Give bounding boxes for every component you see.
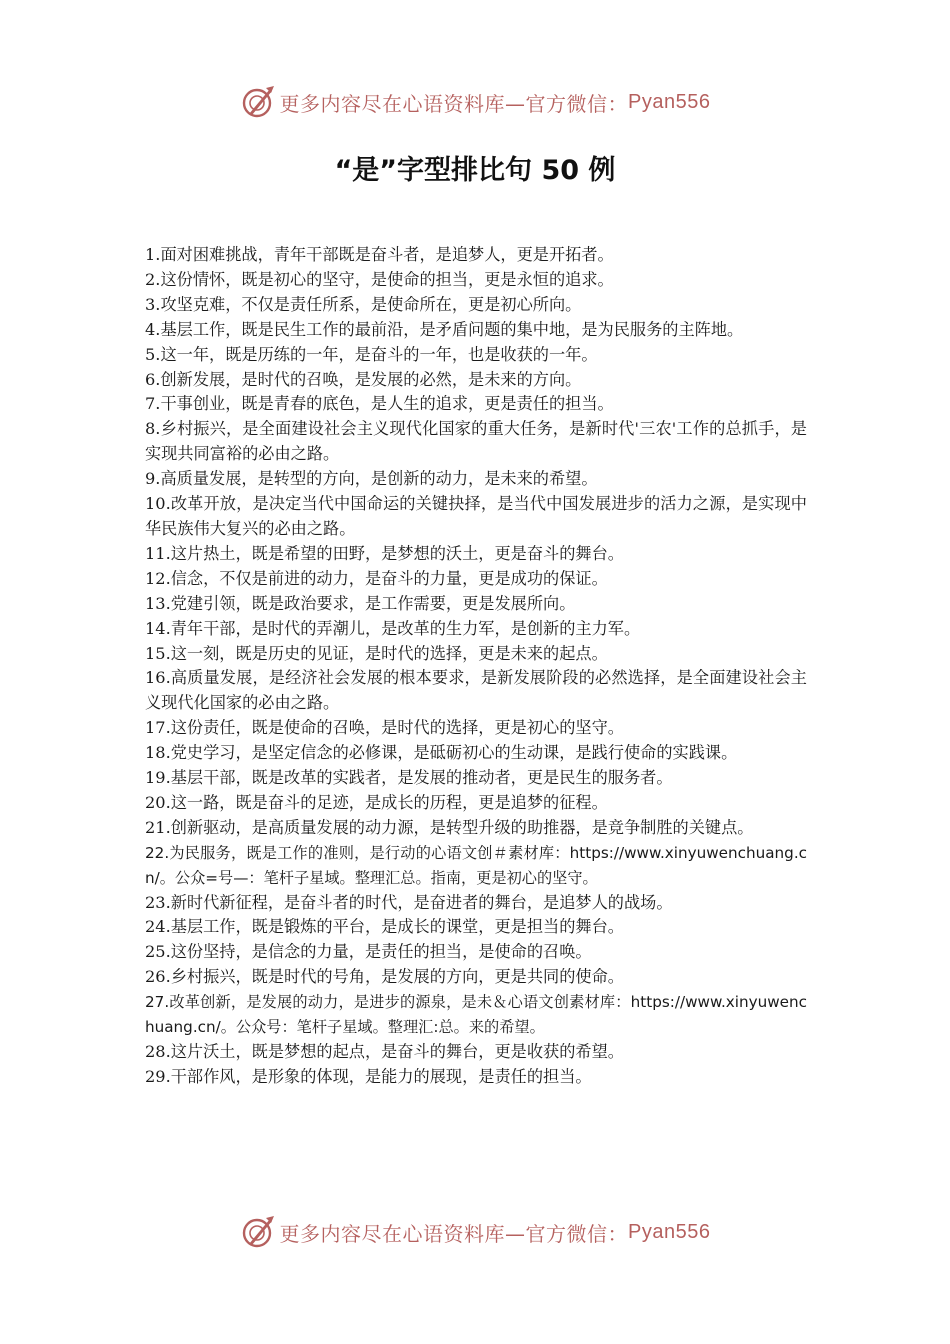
header-banner — [0, 82, 950, 122]
list-item: 26.乡村振兴，既是时代的号角，是发展的方向，更是共同的使命。 — [145, 967, 624, 987]
list-item: 5.这一年，既是历练的一年，是奋斗的一年，也是收获的一年。 — [145, 344, 598, 364]
list-item: 18.党史学习，是坚定信念的必修课，是砥砺初心的生动课，是践行使命的实践课。 — [145, 743, 738, 763]
list-item: 6.创新发展，是时代的召唤，是发展的必然，是未来的方向。 — [145, 369, 582, 389]
list-item: 24.基层工作，既是锻炼的平台，是成长的课堂，更是担当的舞台。 — [145, 917, 624, 937]
list-item: 22.为民服务，既是工作的准则，是行动的心语文创＃素材库：https://www.xinyuwenchuang.cn/。公众=号—：笔杆子星域。整理汇总。指南，更是初心的坚守。 — [145, 843, 807, 887]
list-item: 23.新时代新征程，是奋斗者的时代，是奋进者的舞台，是追梦人的战场。 — [145, 892, 673, 912]
list-item: 10.改革开放，是决定当代中国命运的关键抉择，是当代中国发展进步的活力之源，是实现中华民族伟大复兴的必由之路。 — [145, 494, 807, 538]
quill-logo-icon — [240, 1214, 276, 1250]
list-item: 12.信念，不仅是前进的动力，是奋斗的力量，更是成功的保证。 — [145, 568, 608, 588]
banner-text: 更多内容尽在心语资料库—官方微信： — [279, 91, 629, 116]
list-item: 29.干部作风，是形象的体现，是能力的展现，是责任的担当。 — [145, 1066, 592, 1086]
list-item: 15.这一刻，既是历史的见证，是时代的选择，更是未来的起点。 — [145, 643, 608, 663]
list-item: 28.这片沃土，既是梦想的起点，是奋斗的舞台，更是收获的希望。 — [145, 1042, 624, 1061]
list-item: 14.青年干部，是时代的弄潮儿，是改革的生力军，是创新的主力军。 — [145, 618, 641, 638]
list-item: 27.改革创新，是发展的动力，是进步的源泉，是未＆心语文创素材库：https://www.xinyuwenchuang.cn/。公众号：笔杆子星域。整理汇:总。来的希望。 — [145, 993, 807, 1037]
footer-banner — [0, 1212, 950, 1252]
list-item: 19.基层干部，既是改革的实践者，是发展的推动者，更是民生的服务者。 — [145, 768, 673, 788]
list-item: 25.这份坚持，是信念的力量，是责任的担当，是使命的召唤。 — [145, 942, 592, 962]
banner-text: 更多内容尽在心语资料库—官方微信： — [279, 1221, 629, 1246]
page-title: “是”字型排比句 50 例 — [334, 155, 616, 186]
banner-wechat-id: Pyan556 — [628, 1220, 711, 1243]
list-item: 2.这份情怀，既是初心的坚守，是使命的担当，更是永恒的追求。 — [145, 269, 614, 289]
document-body — [145, 243, 807, 1090]
list-item: 9.高质量发展，是转型的方向，是创新的动力，是未来的希望。 — [145, 469, 598, 489]
list-item: 8.乡村振兴，是全面建设社会主义现代化国家的重大任务，是新时代'三农'工作的总抓手，是实现共同富裕的必由之路。 — [145, 419, 807, 464]
list-item: 7.干事创业，既是青春的底色，是人生的追求，更是责任的担当。 — [145, 394, 614, 414]
list-item: 3.攻坚克难，不仅是责任所系，是使命所在，更是初心所向。 — [145, 294, 582, 314]
list-item: 4.基层工作，既是民生工作的最前沿，是矛盾问题的集中地，是为民服务的主阵地。 — [145, 319, 744, 339]
banner-wechat-id: Pyan556 — [628, 90, 711, 113]
list-item: 11.这片热土，既是希望的田野，是梦想的沃土，更是奋斗的舞台。 — [145, 543, 624, 563]
list-item: 1.面对困难挑战，青年干部既是奋斗者，是追梦人，更是开拓者。 — [145, 245, 614, 264]
list-item: 13.党建引领，既是政治要求，是工作需要，更是发展所向。 — [145, 593, 576, 613]
quill-logo-icon — [240, 84, 276, 120]
list-item: 16.高质量发展，是经济社会发展的根本要求，是新发展阶段的必然选择，是全面建设社会主义现代化国家的必由之路。 — [145, 668, 807, 713]
list-item: 21.创新驱动，是高质量发展的动力源，是转型升级的助推器，是竞争制胜的关键点。 — [145, 817, 754, 837]
list-item: 17.这份责任，既是使命的召唤，是时代的选择，更是初心的坚守。 — [145, 718, 624, 738]
list-item: 20.这一路，既是奋斗的足迹，是成长的历程，更是追梦的征程。 — [145, 792, 608, 812]
